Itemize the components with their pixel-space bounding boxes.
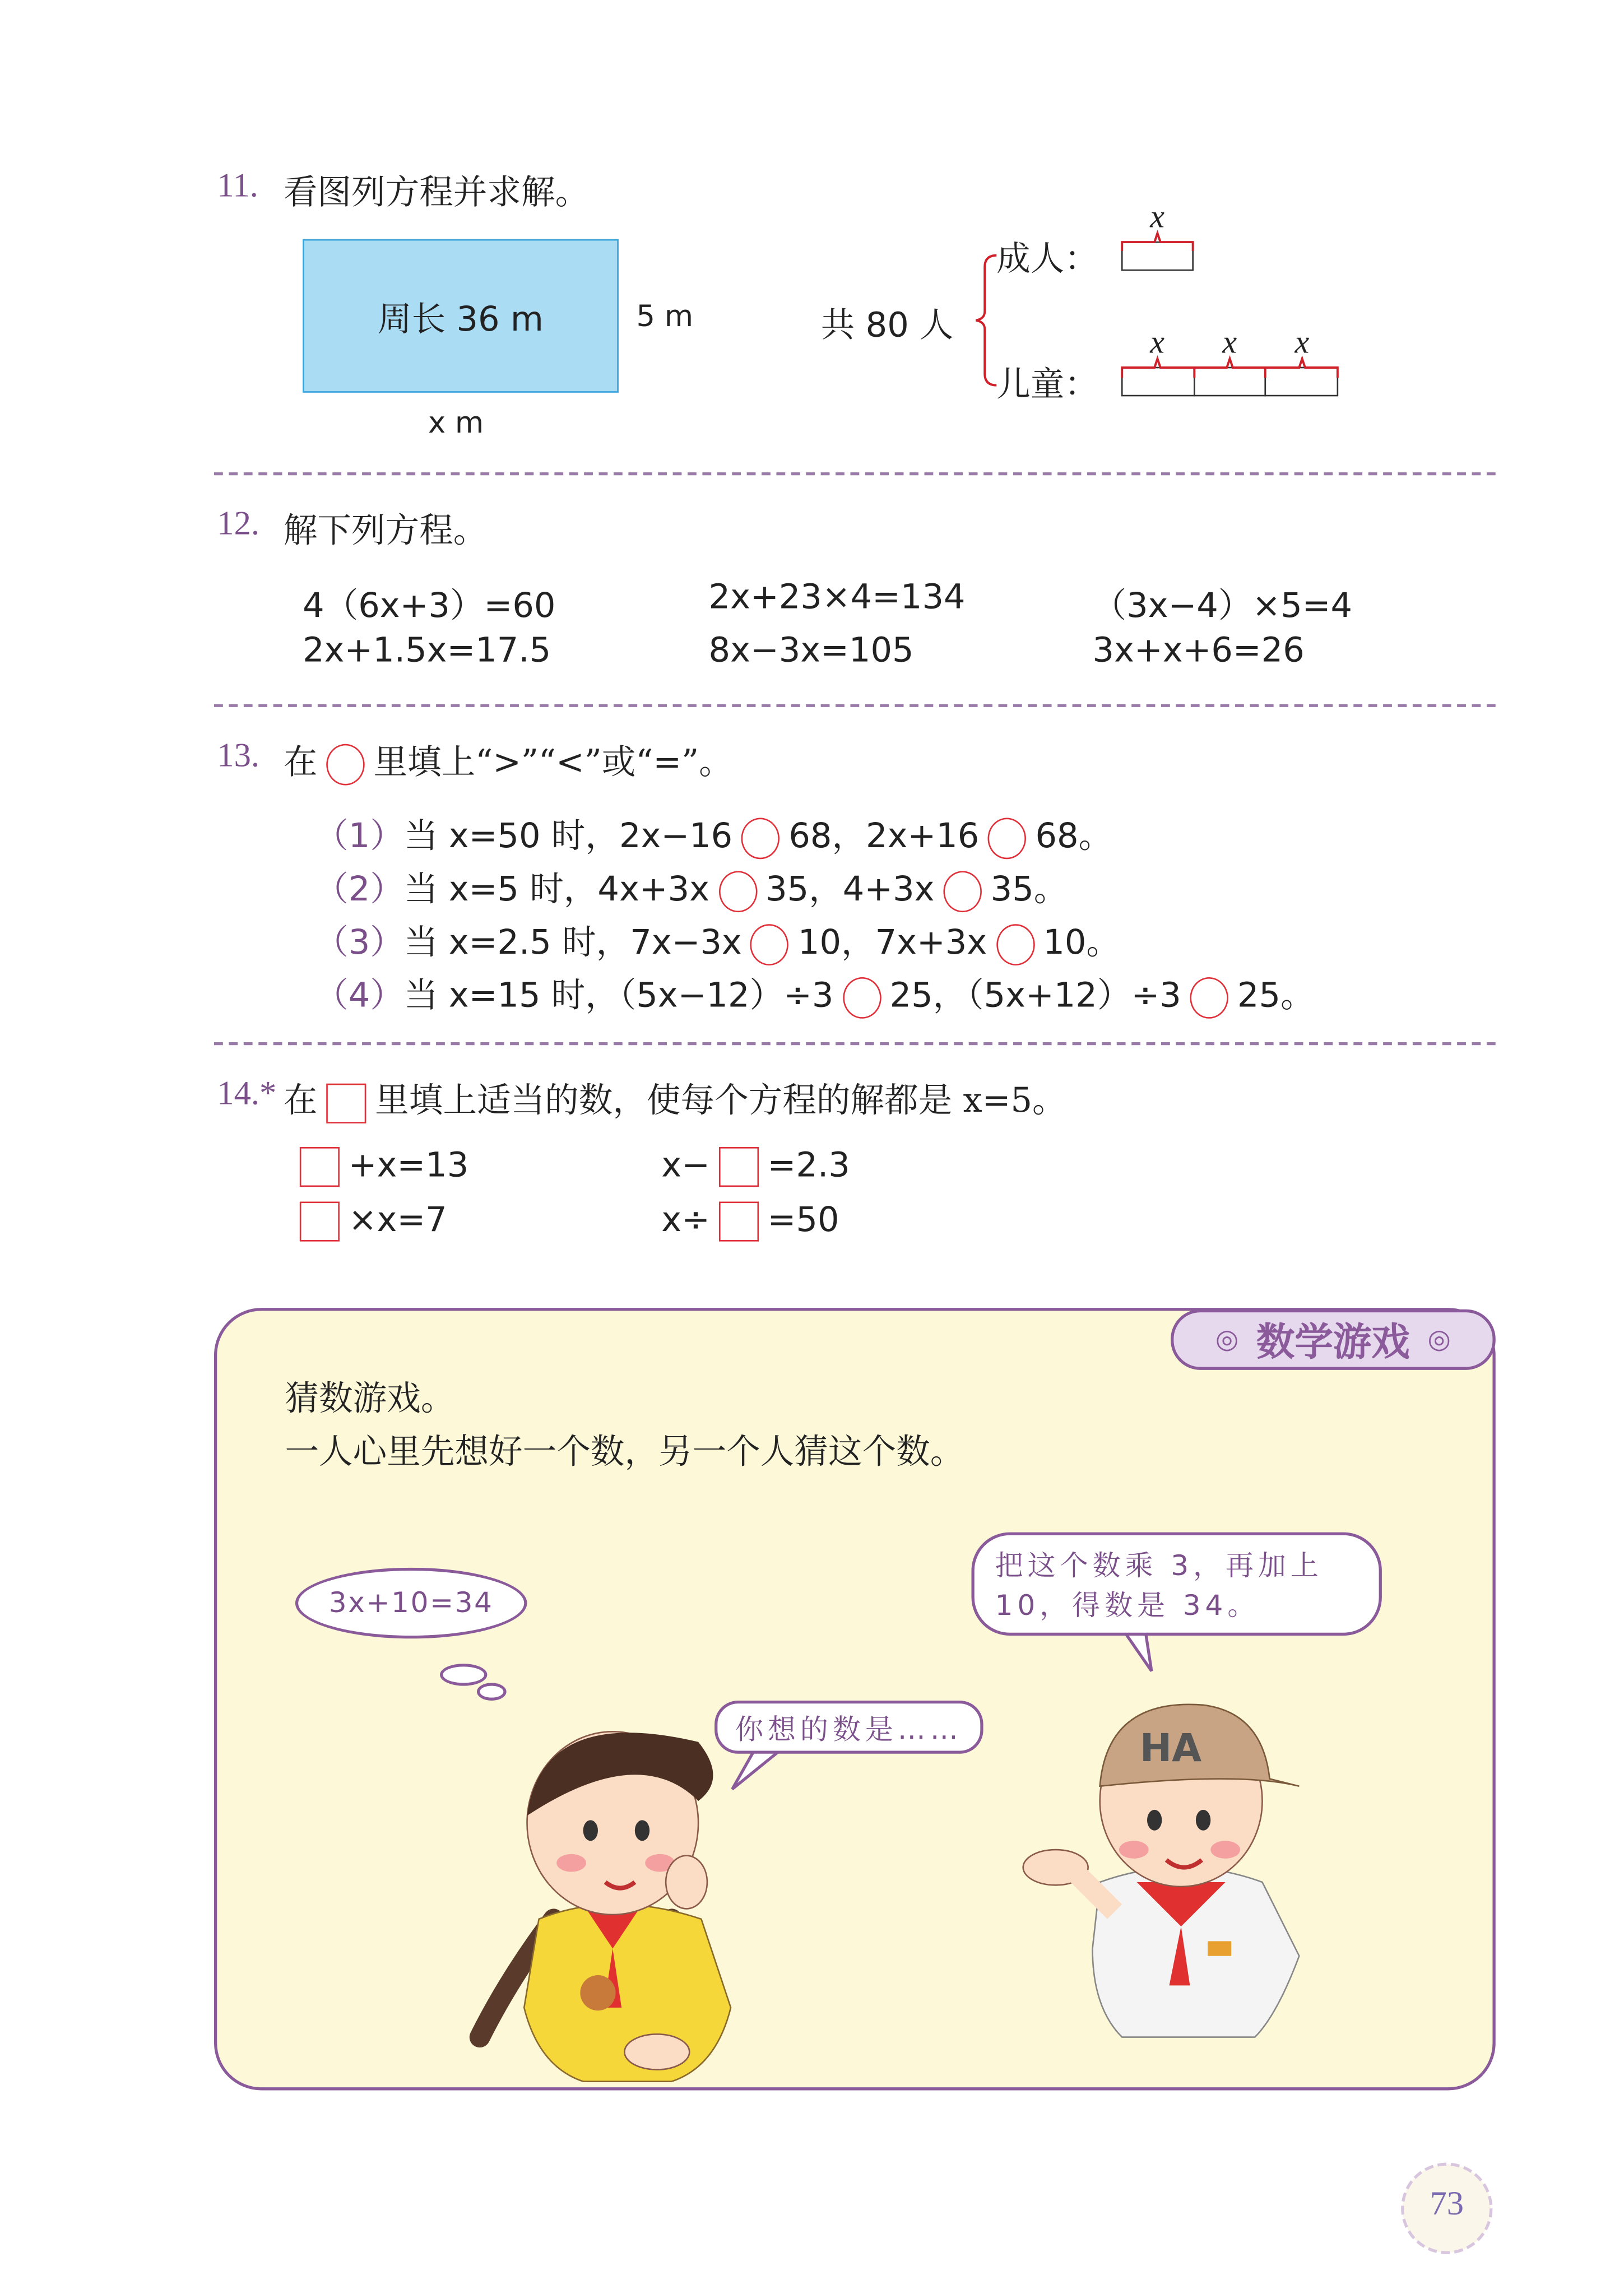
thought-bubble <box>295 1568 527 1638</box>
adult-bar <box>1122 242 1193 270</box>
item-text: 68。 <box>1035 818 1113 857</box>
equation-prefix: x− <box>661 1147 710 1186</box>
item-text: 10。 <box>1043 924 1121 963</box>
child-var: x <box>1222 323 1237 360</box>
q12-number: 12. <box>217 504 260 542</box>
boy-speech-line-2: 10，得数是 34。 <box>995 1590 1260 1623</box>
divider <box>214 704 1496 707</box>
equation: 8x−3x=105 <box>708 631 914 671</box>
equation-suffix: +x=13 <box>348 1147 469 1186</box>
game-badge-text: 数学游戏 <box>1256 1321 1410 1366</box>
item-text: 当 x=2.5 时，7x−3x <box>403 924 742 963</box>
item-text: 35，4+3x <box>765 871 935 909</box>
q14-title-after: 里填上适当的数，使每个方程的解都是 x=5。 <box>375 1082 1066 1121</box>
bottom-label: x m <box>428 404 484 440</box>
item-text: 25，（5x+12）÷3 <box>889 977 1181 1016</box>
equation-suffix: =2.3 <box>767 1147 850 1186</box>
brace-icon <box>976 256 996 386</box>
square-placeholder-icon <box>326 1083 366 1122</box>
bullseye-icon: ◎ <box>1427 1324 1451 1355</box>
circle-placeholder-icon <box>996 923 1034 965</box>
square-placeholder-icon <box>300 1147 340 1187</box>
thought-dot <box>440 1664 487 1686</box>
q13-title-before: 在 <box>283 744 318 783</box>
boy-speech-bubble <box>972 1533 1382 1636</box>
q14-equation <box>661 1201 839 1241</box>
item-text: 68，2x+16 <box>788 818 980 857</box>
game-line-2: 一人心里先想好一个数，另一个人猜这个数。 <box>285 1433 964 1472</box>
q13-item <box>314 809 1112 858</box>
adult-label: 成人： <box>996 240 1099 279</box>
page-number: 73 <box>1430 2185 1464 2222</box>
item-label: （2） <box>314 871 404 909</box>
equation: 3x+x+6=26 <box>1092 631 1305 671</box>
adult-var: x <box>1150 198 1165 235</box>
girl-speech-text: 你想的数是…… <box>735 1713 963 1746</box>
cap-logo: HA <box>1139 1725 1202 1771</box>
q13-number: 13. <box>217 736 260 774</box>
q14-equation <box>661 1147 850 1187</box>
circle-placeholder-icon <box>751 923 789 965</box>
equation: （3x−4）×5=4 <box>1092 587 1353 626</box>
bullseye-icon: ◎ <box>1215 1324 1239 1355</box>
item-label: （4） <box>314 977 404 1016</box>
rectangle-figure <box>303 239 619 393</box>
equation: 4（6x+3）=60 <box>303 587 556 626</box>
square-placeholder-icon <box>719 1147 759 1187</box>
child-bars <box>1122 359 1338 396</box>
equation: 2x+23×4=134 <box>708 578 966 617</box>
side-label: 5 m <box>636 298 694 334</box>
child-var: x <box>1294 323 1310 360</box>
thought-text: 3x+10=34 <box>328 1587 494 1620</box>
girl-illustration <box>465 1698 760 2089</box>
q13-title-after: 里填上“>”“<”或“=”。 <box>373 744 733 783</box>
game-line-1: 猜数游戏。 <box>285 1380 455 1419</box>
circle-placeholder-icon <box>988 817 1026 858</box>
q13-title <box>284 735 733 786</box>
q14-title-before: 在 <box>283 1082 318 1121</box>
q14-equation <box>291 1147 468 1187</box>
item-text: 当 x=15 时，（5x−12）÷3 <box>403 977 834 1016</box>
item-text: 25。 <box>1237 977 1315 1016</box>
perimeter-label: 周长 36 m <box>378 300 544 339</box>
item-text: 当 x=5 时，4x+3x <box>403 871 710 909</box>
divider <box>214 472 1496 475</box>
equation-prefix: x÷ <box>661 1201 710 1240</box>
item-label: （3） <box>314 924 404 963</box>
circle-placeholder-icon <box>1190 977 1228 1018</box>
q13-item <box>314 915 1120 964</box>
circle-placeholder-icon <box>842 977 880 1018</box>
q11-number: 11. <box>217 166 258 204</box>
item-text: 10，7x+3x <box>797 924 987 963</box>
circle-placeholder-icon <box>943 870 981 912</box>
circle-placeholder-icon <box>718 870 757 912</box>
equation: 2x+1.5x=17.5 <box>303 631 551 671</box>
total-label: 共 80 人 <box>820 307 954 346</box>
q12-title: 解下列方程。 <box>283 512 488 551</box>
divider <box>214 1042 1496 1045</box>
q14-title <box>284 1073 1066 1122</box>
square-placeholder-icon <box>300 1201 340 1241</box>
equation-suffix: ×x=7 <box>348 1201 447 1240</box>
square-placeholder-icon <box>719 1201 759 1241</box>
boy-speech-line-1: 把这个数乘 3，再加上 <box>995 1550 1323 1583</box>
circle-placeholder-icon <box>326 744 364 786</box>
circle-placeholder-icon <box>741 817 779 858</box>
q13-item <box>314 968 1315 1018</box>
q14-number: 14.* <box>217 1074 277 1112</box>
q14-equation <box>291 1201 447 1241</box>
q11-title: 看图列方程并求解。 <box>283 174 590 213</box>
child-label: 儿童： <box>996 366 1099 405</box>
game-badge <box>1171 1309 1496 1370</box>
equation-suffix: =50 <box>767 1201 839 1240</box>
boy-illustration <box>1019 1691 1344 2045</box>
item-label: （1） <box>314 818 404 857</box>
q13-item <box>314 862 1068 912</box>
item-text: 35。 <box>990 871 1068 909</box>
child-var: x <box>1150 323 1165 360</box>
item-text: 当 x=50 时，2x−16 <box>403 818 733 857</box>
